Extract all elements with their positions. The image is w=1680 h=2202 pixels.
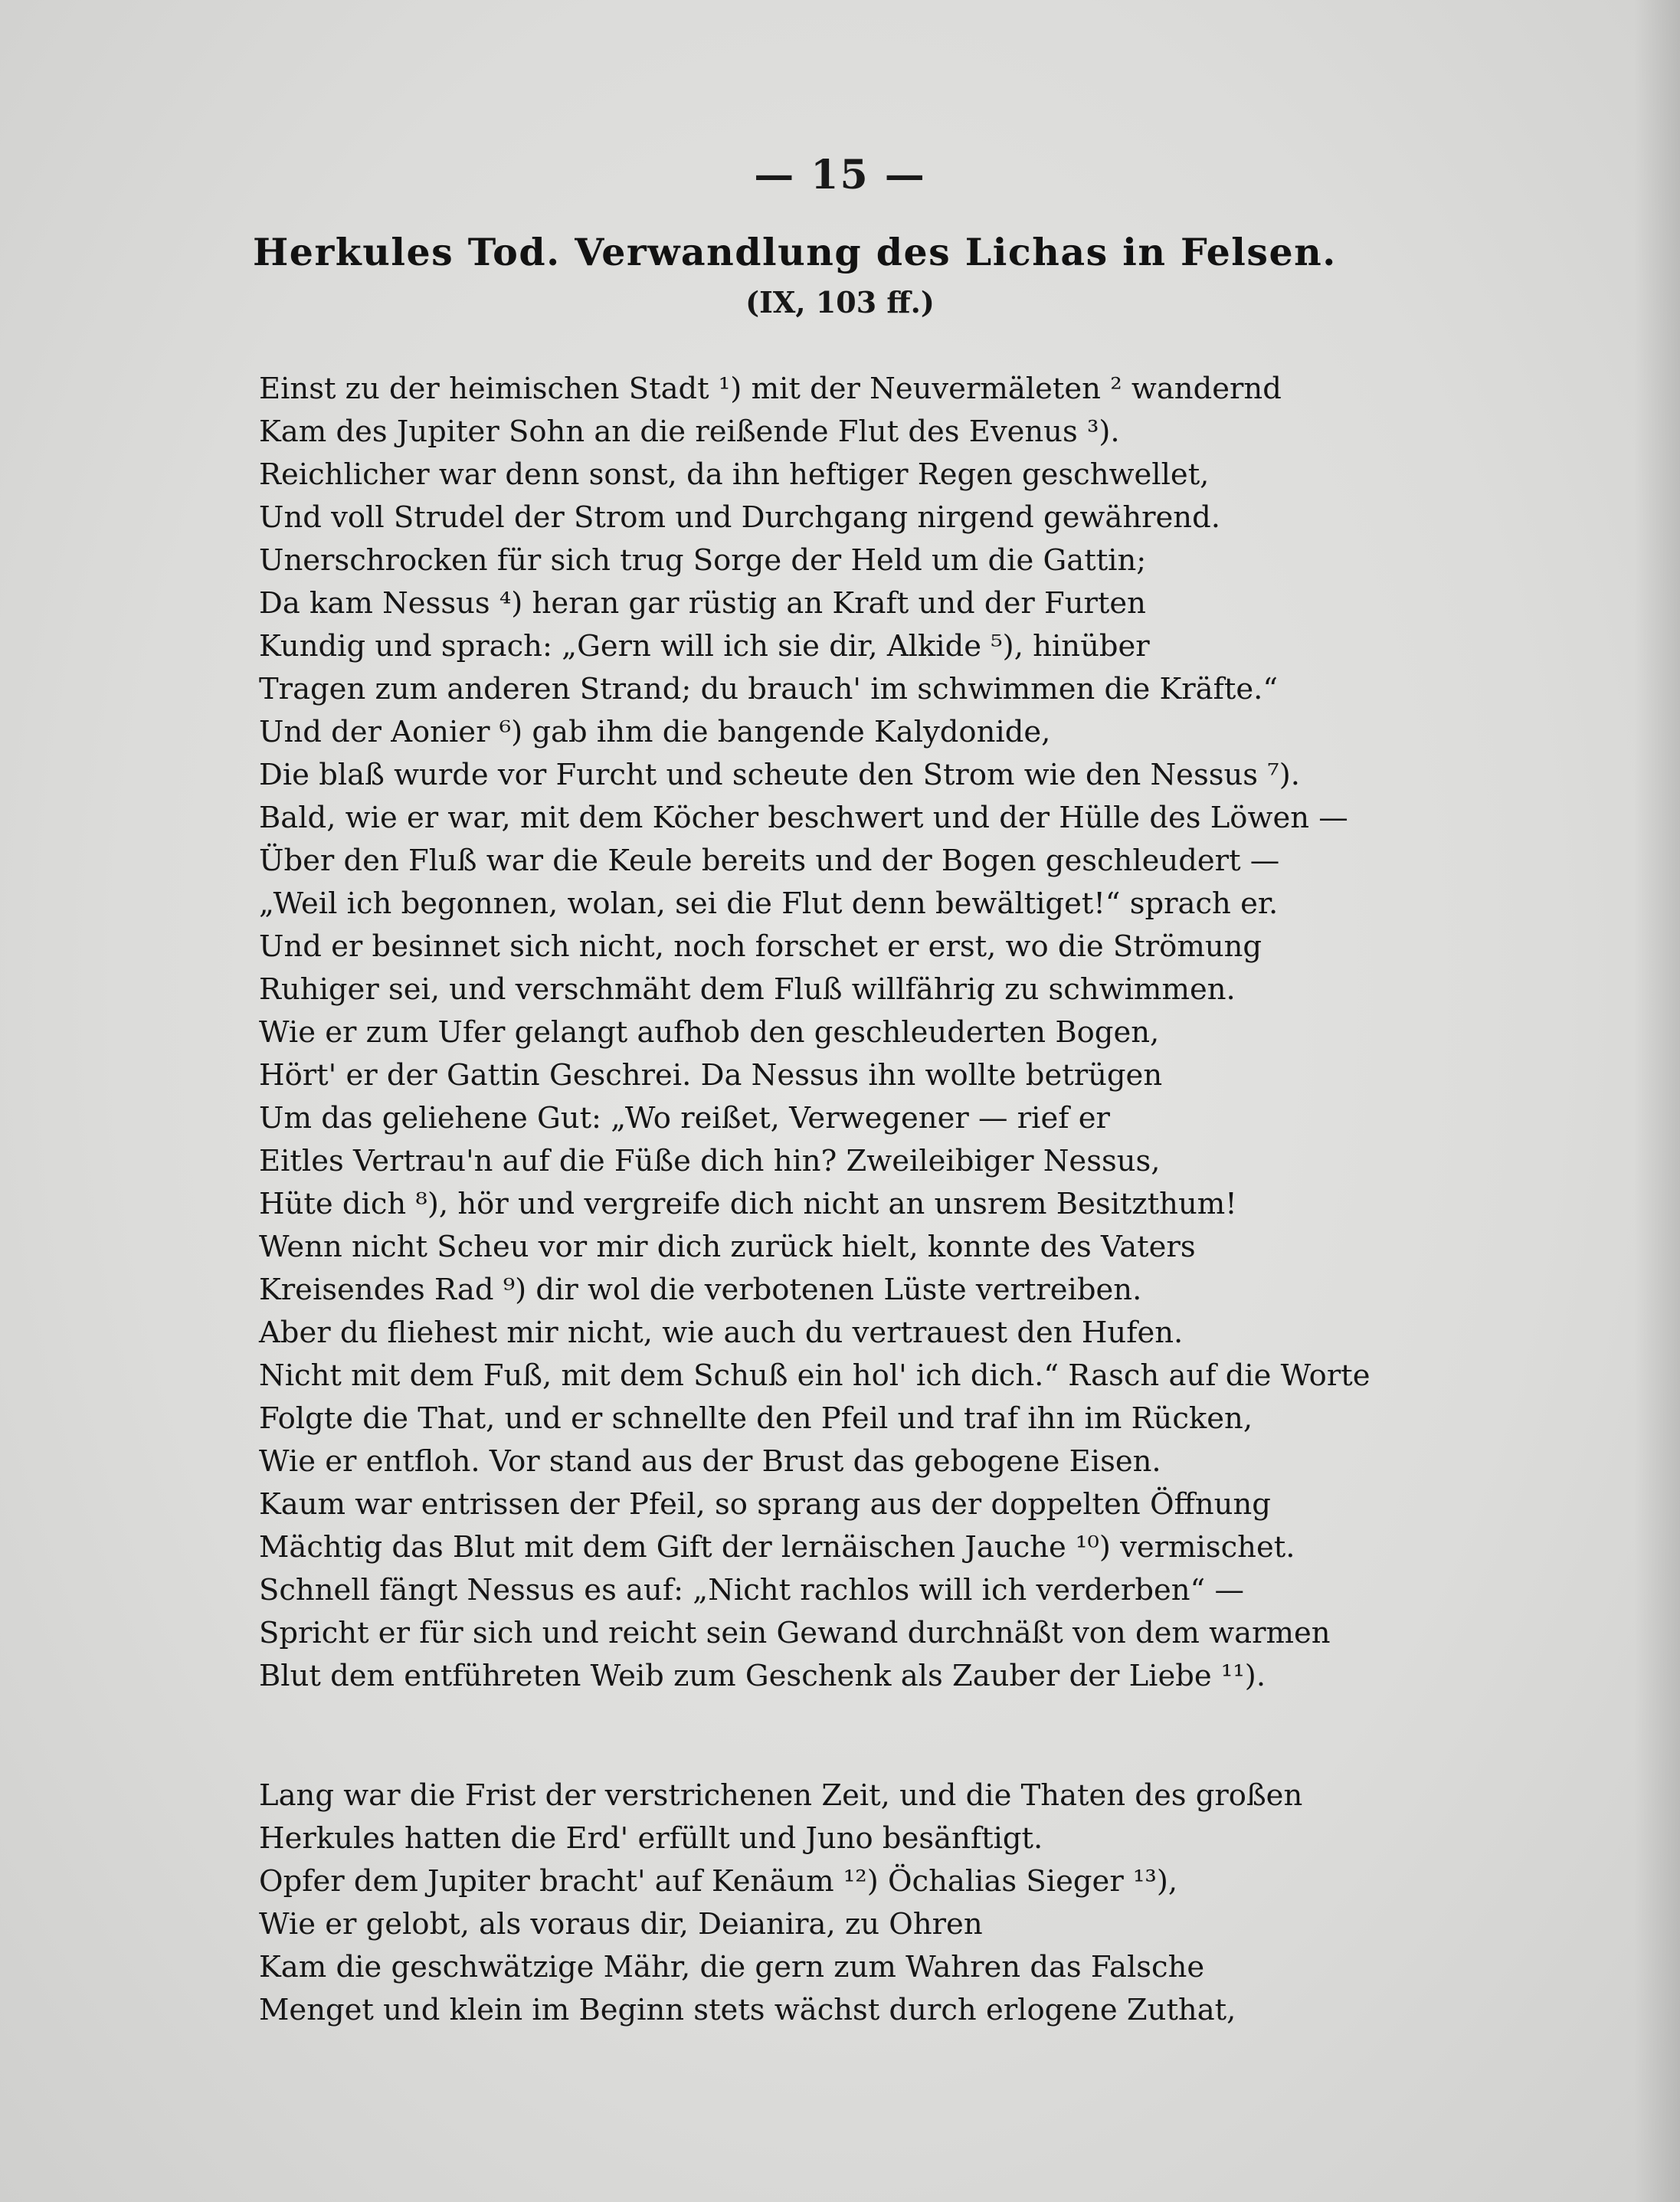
verse-line: Kam die geschwätzige Mähr, die gern zum Wahren das Falsche bbox=[259, 1950, 1205, 1984]
poem-stanza-1 bbox=[259, 368, 1371, 1698]
verse-line: Schnell fängt Nessus es auf: „Nicht rachlos will ich verderben“ — bbox=[259, 1573, 1244, 1607]
page-number: — 15 — bbox=[754, 152, 926, 198]
source-reference: (IX, 103 ff.) bbox=[745, 285, 935, 319]
verse-line: Kundig und sprach: „Gern will ich sie dir, Alkide ⁵), hinüber bbox=[259, 629, 1150, 664]
verse-line: Eitles Vertrau'n auf die Füße dich hin? Zweileibiger Nessus, bbox=[259, 1144, 1161, 1178]
verse-line: Und voll Strudel der Strom und Durchgang nirgend gewährend. bbox=[259, 500, 1220, 535]
verse-line: Einst zu der heimischen Stadt ¹) mit der Neuvermäleten ² wandernd bbox=[259, 372, 1282, 406]
verse-line: Hört' er der Gattin Geschrei. Da Nessus ihn wollte betrügen bbox=[259, 1058, 1163, 1093]
verse-line: Bald, wie er war, mit dem Köcher beschwert und der Hülle des Löwen — bbox=[259, 801, 1348, 835]
verse-line: Wenn nicht Scheu vor mir dich zurück hielt, konnte des Vaters bbox=[259, 1230, 1196, 1264]
verse-line: Ruhiger sei, und verschmäht dem Fluß willfährig zu schwimmen. bbox=[259, 972, 1236, 1007]
verse-line: Kaum war entrissen der Pfeil, so sprang aus der doppelten Öffnung bbox=[259, 1487, 1271, 1522]
verse-line: Herkules hatten die Erd' erfüllt und Juno besänftigt. bbox=[259, 1821, 1043, 1856]
chapter-title: Herkules Tod. Verwandlung des Lichas in Felsen. bbox=[253, 230, 1337, 274]
page-edge-shadow bbox=[1634, 0, 1680, 2202]
verse-line: „Weil ich begonnen, wolan, sei die Flut denn bewältiget!“ sprach er. bbox=[259, 886, 1279, 921]
verse-line: Und der Aonier ⁶) gab ihm die bangende Kalydonide, bbox=[259, 715, 1051, 749]
verse-line: Kam des Jupiter Sohn an die reißende Flut des Evenus ³). bbox=[259, 415, 1120, 449]
verse-line: Und er besinnet sich nicht, noch forschet er erst, wo die Strömung bbox=[259, 929, 1262, 964]
verse-line: Opfer dem Jupiter bracht' auf Kenäum ¹²) Öchalias Sieger ¹³), bbox=[259, 1864, 1178, 1899]
verse-line: Nicht mit dem Fuß, mit dem Schuß ein hol' ich dich.“ Rasch auf die Worte bbox=[259, 1358, 1371, 1393]
verse-line: Lang war die Frist der verstrichenen Zeit, und die Thaten des großen bbox=[259, 1778, 1303, 1813]
verse-line: Folgte die That, und er schnellte den Pfeil und traf ihn im Rücken, bbox=[259, 1401, 1253, 1436]
verse-line: Reichlicher war denn sonst, da ihn heftiger Regen geschwellet, bbox=[259, 457, 1210, 492]
verse-line: Über den Fluß war die Keule bereits und der Bogen geschleudert — bbox=[259, 844, 1280, 878]
verse-line: Spricht er für sich und reicht sein Gewand durchnäßt von dem warmen bbox=[259, 1616, 1331, 1650]
verse-line: Wie er gelobt, als voraus dir, Deianira, zu Ohren bbox=[259, 1907, 983, 1941]
verse-line: Kreisendes Rad ⁹) dir wol die verbotenen Lüste vertreiben. bbox=[259, 1273, 1142, 1307]
verse-line: Um das geliehene Gut: „Wo reißet, Verwegener — rief er bbox=[259, 1101, 1110, 1135]
verse-line: Die blaß wurde vor Furcht und scheute den Strom wie den Nessus ⁷). bbox=[259, 758, 1300, 792]
verse-line: Wie er zum Ufer gelangt aufhob den geschleuderten Bogen, bbox=[259, 1015, 1160, 1050]
verse-line: Unerschrocken für sich trug Sorge der Held um die Gattin; bbox=[259, 543, 1147, 578]
verse-line: Blut dem entführeten Weib zum Geschenk als Zauber der Liebe ¹¹). bbox=[259, 1659, 1266, 1693]
verse-line: Tragen zum anderen Strand; du brauch' im schwimmen die Kräfte.“ bbox=[259, 672, 1279, 706]
verse-line: Aber du fliehest mir nicht, wie auch du vertrauest den Hufen. bbox=[259, 1316, 1184, 1350]
verse-line: Menget und klein im Beginn stets wächst durch erlogene Zuthat, bbox=[259, 1993, 1236, 2027]
poem-stanza-2 bbox=[259, 1774, 1354, 2032]
verse-line: Wie er entfloh. Vor stand aus der Brust das gebogene Eisen. bbox=[259, 1444, 1161, 1479]
verse-line: Mächtig das Blut mit dem Gift der lernäischen Jauche ¹⁰) vermischet. bbox=[259, 1530, 1295, 1565]
verse-line: Da kam Nessus ⁴) heran gar rüstig an Kraft und der Furten bbox=[259, 586, 1146, 621]
verse-line: Hüte dich ⁸), hör und vergreife dich nicht an unsrem Besitzthum! bbox=[259, 1187, 1237, 1221]
